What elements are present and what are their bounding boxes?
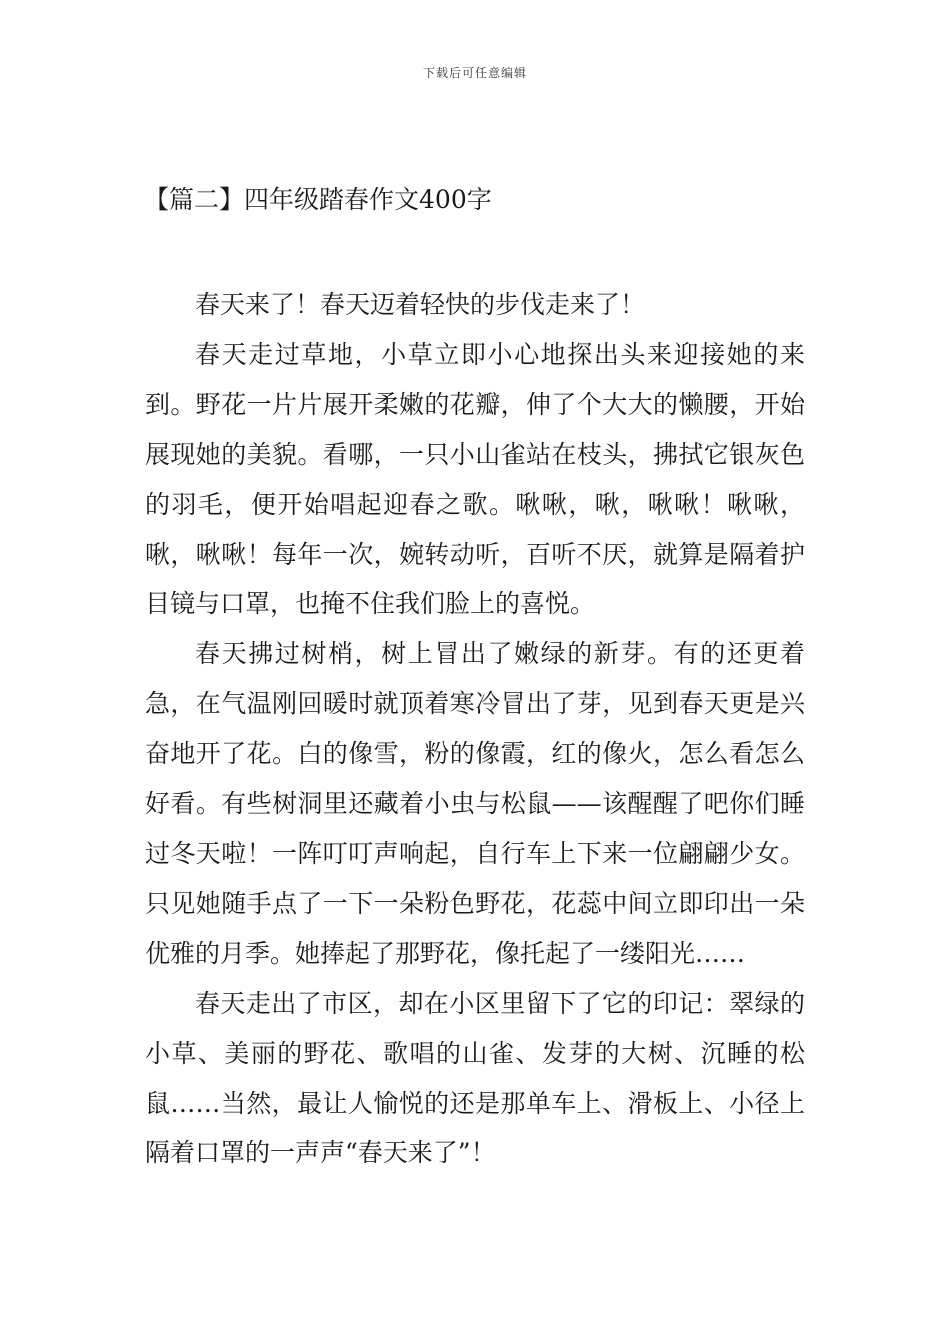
paragraph-4: 春天走出了市区，却在小区里留下了它的印记：翠绿的小草、美丽的野花、歌唱的山雀、发芽的大树、沉睡的松鼠……当然，最让人愉悦的还是那单车上、滑板上、小径上隔着口罩的一声声“春天来了”！	[145, 988, 805, 1168]
paragraph-2: 春天走过草地，小草立即小心地探出头来迎接她的来到。野花一片片展开柔嫩的花瓣，伸了个大大的懒腰，开始展现她的美貌。看哪，一只小山雀站在枝头，拂拭它银灰色的羽毛，便开始唱起迎春之歌。啾啾，啾，啾啾！啾啾，啾，啾啾！每年一次，婉转动听，百听不厌，就算是隔着护目镜与口罩，也掩不住我们脸上的喜悦。	[145, 339, 805, 619]
document-title: 【篇二】四年级踏春作文400字	[144, 185, 492, 214]
paragraph-3: 春天拂过树梢，树上冒出了嫩绿的新芽。有的还更着急，在气温刚回暖时就顶着寒冷冒出了芽，见到春天更是兴奋地开了花。白的像雪，粉的像霞，红的像火，怎么看怎么好看。有些树洞里还藏着小虫与松鼠——该醒醒了吧你们睡过冬天啦！一阵叮叮声响起，自行车上下来一位翩翩少女。只见她随手点了一下一朵粉色野花，花蕊中间立即印出一朵优雅的月季。她捧起了那野花，像托起了一缕阳光……	[145, 639, 805, 968]
page-header-note: 下载后可任意编辑	[422, 66, 527, 80]
essay-body	[145, 280, 805, 1178]
paragraph-1: 春天来了！春天迈着轻快的步伐走来了！	[195, 290, 646, 319]
